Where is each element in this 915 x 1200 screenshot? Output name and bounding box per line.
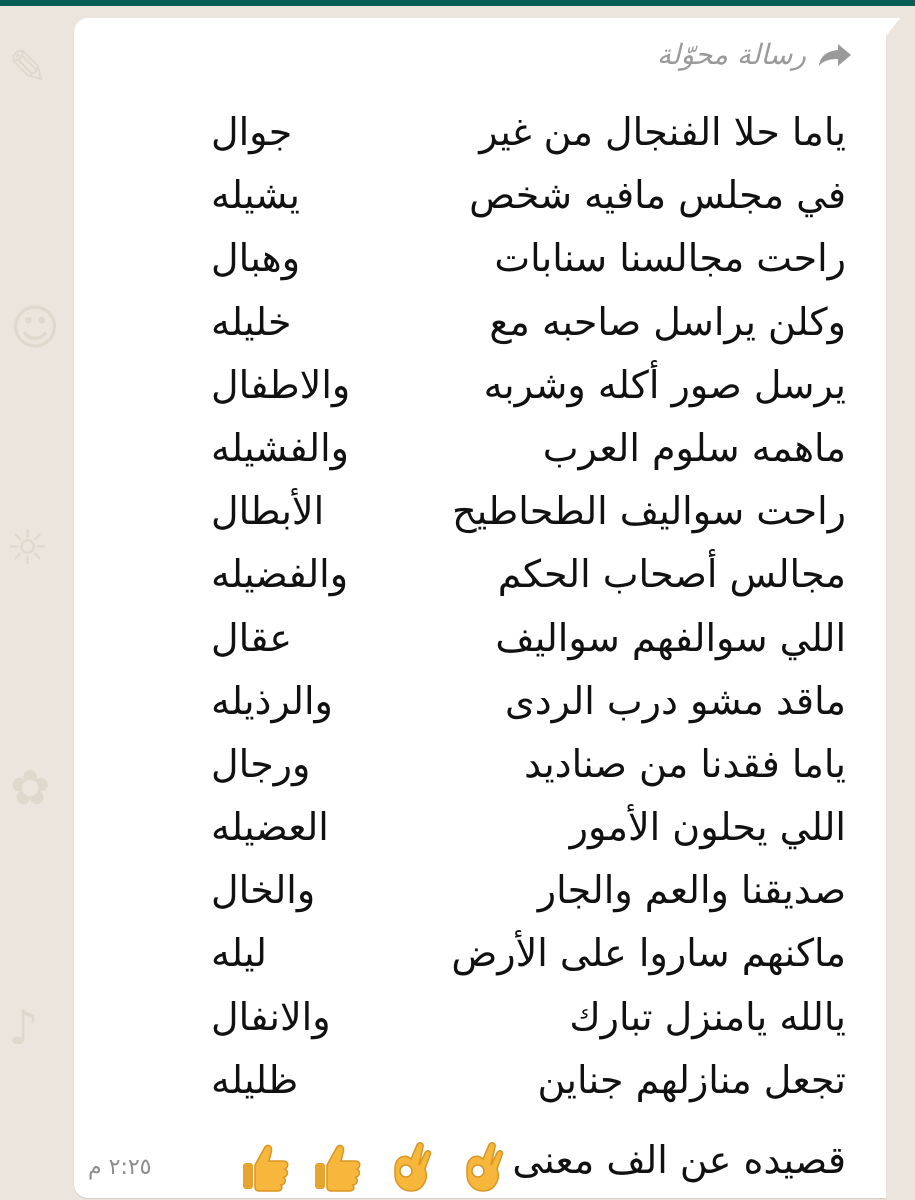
last-line-text: قصيده عن الف معنى — [512, 1138, 846, 1182]
chat-header-strip — [0, 0, 915, 6]
poem-line-first-half: تجعل منازلهم جناين — [537, 1057, 846, 1102]
poem-line — [106, 169, 846, 232]
poem-line — [106, 927, 846, 990]
poem-line — [106, 485, 846, 548]
poem-line-second-half: عقال — [211, 615, 293, 660]
poem-line-second-half: الأبطال — [211, 489, 325, 534]
poem-line-first-half: اللي سوالفهم سواليف — [495, 615, 846, 660]
message-bubble[interactable] — [74, 18, 886, 1198]
poem-line-first-half: مجالس أصحاب الحكم — [497, 552, 846, 597]
thumbs-up-icon — [308, 1138, 366, 1196]
poem-line-first-half: ماقد مشو درب الردى — [505, 678, 846, 723]
poem-line-second-half: ليله — [211, 931, 267, 976]
poem-line-second-half: والفشيله — [211, 425, 350, 470]
poem-line-second-half: والفضيله — [211, 552, 349, 597]
poem-line-second-half: والانفال — [211, 994, 331, 1039]
poem-line — [106, 864, 846, 927]
poem-line — [106, 1054, 846, 1117]
poem-line-first-half: يرسل صور أكله وشربه — [483, 362, 846, 407]
poem-line-second-half: ورجال — [211, 741, 311, 786]
message-last-line — [106, 1130, 846, 1200]
forwarded-label: رسالة محوّلة — [656, 38, 806, 71]
forwarded-header — [657, 38, 852, 71]
poem-line-first-half: يالله يامنزل تبارك — [569, 994, 846, 1039]
poem-line-first-half: راحت سواليف الطحاطيح — [452, 489, 846, 534]
wallpaper-doodle-icon: ☺ — [10, 300, 61, 356]
poem-line-first-half: راحت مجالسنا سنابات — [494, 236, 846, 281]
poem-line-second-half: خليله — [211, 299, 292, 344]
poem-line — [106, 738, 846, 801]
poem-line-first-half: في مجلس مافيه شخص — [469, 173, 846, 218]
poem-line — [106, 422, 846, 485]
message-text — [106, 106, 846, 1117]
poem-line — [106, 359, 846, 422]
emoji-group — [236, 1138, 510, 1196]
poem-line-second-half: جوال — [211, 110, 293, 154]
ok-hand-icon — [452, 1138, 510, 1196]
poem-line-second-half: وهبال — [211, 236, 301, 281]
poem-line-first-half: وكلن يراسل صاحبه مع — [489, 299, 846, 344]
ok-hand-icon — [380, 1138, 438, 1196]
poem-line — [106, 801, 846, 864]
wallpaper-doodle-icon: ♪ — [8, 1000, 39, 1056]
message-timestamp: ٢:٢٥ م — [88, 1155, 152, 1180]
forward-arrow-icon — [818, 42, 852, 68]
poem-line-first-half: ياما حلا الفنجال من غير — [479, 110, 846, 154]
poem-line-second-half: والرذيله — [211, 678, 333, 723]
poem-line-first-half: ياما فقدنا من صناديد — [524, 741, 846, 786]
poem-line — [106, 548, 846, 611]
wallpaper-doodle-icon: ✿ — [10, 760, 51, 816]
poem-line-first-half: ماكنهم ساروا على الأرض — [451, 931, 846, 976]
wallpaper-doodle-icon: ✎ — [8, 40, 49, 96]
poem-line — [106, 675, 846, 738]
poem-line-second-half: يشيله — [211, 173, 300, 218]
poem-line — [106, 232, 846, 295]
poem-line-second-half: العضيله — [211, 805, 329, 850]
poem-line — [106, 296, 846, 359]
poem-line-second-half: ظليله — [211, 1057, 299, 1102]
poem-line-second-half: والخال — [211, 868, 316, 913]
poem-line — [106, 106, 846, 169]
poem-line — [106, 612, 846, 675]
thumbs-up-icon — [236, 1138, 294, 1196]
poem-line — [106, 991, 846, 1054]
poem-line-first-half: صديقنا والعم والجار — [537, 868, 846, 913]
poem-line-second-half: والاطفال — [211, 362, 351, 407]
poem-line-first-half: ماهمه سلوم العرب — [542, 425, 846, 470]
wallpaper-doodle-icon: ☼ — [6, 520, 50, 576]
poem-line-first-half: اللي يحلون الأمور — [569, 805, 846, 850]
